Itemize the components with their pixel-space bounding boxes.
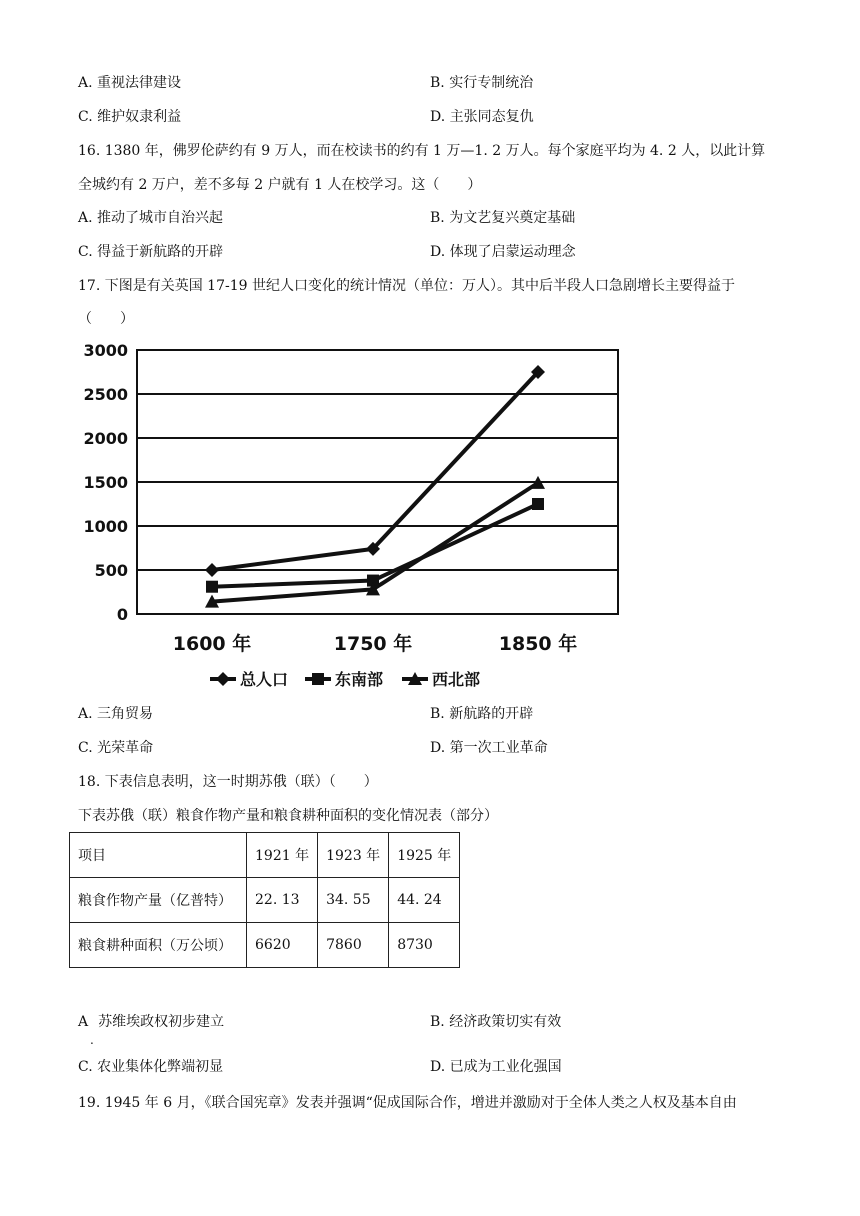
series-lines <box>205 365 545 608</box>
x-tick-label: 1750 年 <box>333 633 413 655</box>
q17-option-b <box>430 704 533 724</box>
y-tick-label: 1000 <box>83 517 128 536</box>
q18-option-b <box>430 1012 561 1032</box>
y-tick-label: 1500 <box>83 473 128 492</box>
q18-option-a <box>78 1012 224 1032</box>
option-key: B. <box>430 75 450 91</box>
q18-table-caption: 下表苏俄（联）粮食作物产量和粮食耕种面积的变化情况表（部分） <box>78 808 498 824</box>
table-header-cell: 1925 年 <box>389 833 460 878</box>
option-key: C. <box>78 740 98 756</box>
q15-option-a <box>78 73 181 93</box>
legend-label: 西北部 <box>432 670 481 689</box>
y-tick-label: 2000 <box>83 429 128 448</box>
q18-option-c <box>78 1057 223 1077</box>
table-row <box>70 878 460 923</box>
chart-svg <box>70 330 630 700</box>
option-key: D. <box>430 740 450 756</box>
table-cell: 6620 <box>247 923 318 968</box>
option-text: 推动了城市自治兴起 <box>97 210 224 226</box>
q16-option-c <box>78 242 223 262</box>
option-text: 得益于新航路的开辟 <box>97 244 224 260</box>
option-key: D. <box>430 244 450 260</box>
q17-option-c <box>78 738 153 758</box>
y-tick-labels <box>83 341 128 624</box>
option-text: 维护奴隶利益 <box>97 109 182 125</box>
table-row <box>70 923 460 968</box>
diamond-marker <box>216 672 230 686</box>
q16-option-a <box>78 208 223 228</box>
table-header-cell: 1923 年 <box>318 833 389 878</box>
table-cell: 7860 <box>318 923 389 968</box>
q16-option-d <box>430 242 576 262</box>
q18-stem: 18. 下表信息表明，这一时期苏俄（联）（ ） <box>78 774 378 790</box>
q17-option-d <box>430 738 548 758</box>
table-cell: 粮食作物产量（亿普特） <box>70 878 247 923</box>
option-text: 光荣革命 <box>97 740 154 756</box>
y-tick-label: 0 <box>116 605 128 624</box>
emphasis-dot: . <box>90 1033 94 1047</box>
option-text: 实行专制统治 <box>449 75 534 91</box>
option-key: D. <box>430 1059 450 1075</box>
option-text: 三角贸易 <box>97 706 154 722</box>
square-marker <box>312 673 324 685</box>
option-key: D. <box>430 109 450 125</box>
x-tick-label: 1600 年 <box>172 633 252 655</box>
legend-label: 东南部 <box>335 670 384 689</box>
table-header-cell: 项目 <box>70 833 247 878</box>
population-line-chart <box>70 330 630 700</box>
option-text: 第一次工业革命 <box>449 740 548 756</box>
table-cell: 22. 13 <box>247 878 318 923</box>
q16-stem-line2: 全城约有 2 万户，差不多每 2 户就有 1 人在校学习。这（ ） <box>78 177 482 193</box>
q17-stem-line2: （ ） <box>78 311 134 327</box>
square-marker <box>532 498 544 510</box>
option-key: A. <box>78 706 98 722</box>
option-key: B. <box>430 1014 450 1030</box>
diamond-marker <box>205 563 219 577</box>
x-tick-labels <box>173 632 578 655</box>
option-key: B. <box>430 706 450 722</box>
option-key: A. <box>78 210 98 226</box>
option-key: C. <box>78 1059 98 1075</box>
option-text: 苏维埃政权初步建立 <box>98 1014 225 1030</box>
q15-option-b <box>430 73 533 93</box>
x-tick-label: 1850 年 <box>498 633 578 655</box>
option-text: 新航路的开辟 <box>449 706 534 722</box>
option-key: A <box>78 1014 89 1030</box>
option-key: A. <box>78 75 98 91</box>
q17-option-a <box>78 704 153 724</box>
option-key: C. <box>78 109 98 125</box>
option-text: 经济政策切实有效 <box>449 1014 562 1030</box>
table-cell: 8730 <box>389 923 460 968</box>
option-text: 为文艺复兴奠定基础 <box>449 210 576 226</box>
q17-stem-line1: 17. 下图是有关英国 17-19 世纪人口变化的统计情况（单位：万人）。其中后半段人口急剧增长主要得益于 <box>78 278 735 294</box>
option-text: 已成为工业化强国 <box>449 1059 562 1075</box>
y-tick-label: 3000 <box>83 341 128 360</box>
q15-option-c <box>78 107 181 127</box>
q16-stem-line1: 16. 1380 年，佛罗伦萨约有 9 万人，而在校读书的约有 1 万—1. 2 万人。每个家庭平均为 4. 2 人，以此计算 <box>78 143 766 159</box>
q16-option-b <box>430 208 575 228</box>
y-tick-label: 2500 <box>83 385 128 404</box>
option-text: 体现了启蒙运动理念 <box>449 244 576 260</box>
option-key: C. <box>78 244 98 260</box>
chart-legend <box>210 670 480 689</box>
option-text: 重视法律建设 <box>97 75 182 91</box>
table-header-cell: 1921 年 <box>247 833 318 878</box>
table-header-row <box>70 833 460 878</box>
option-text: 农业集体化弊端初显 <box>97 1059 224 1075</box>
y-tick-label: 500 <box>94 561 128 580</box>
legend-label: 总人口 <box>240 670 289 689</box>
series-line <box>212 372 538 570</box>
grain-table <box>69 832 460 968</box>
option-text: 主张同态复仇 <box>449 109 534 125</box>
q15-option-d <box>430 107 534 127</box>
table-cell: 粮食耕种面积（万公顷） <box>70 923 247 968</box>
q18-option-d <box>430 1057 562 1077</box>
option-key: B. <box>430 210 450 226</box>
q19-stem-line1: 19. 1945 年 6 月，《联合国宪章》发表并强调“促成国际合作，增进并激励对于全体人类之人权及基本自由 <box>78 1095 737 1111</box>
table-cell: 44. 24 <box>389 878 460 923</box>
square-marker <box>206 581 218 593</box>
table-cell: 34. 55 <box>318 878 389 923</box>
